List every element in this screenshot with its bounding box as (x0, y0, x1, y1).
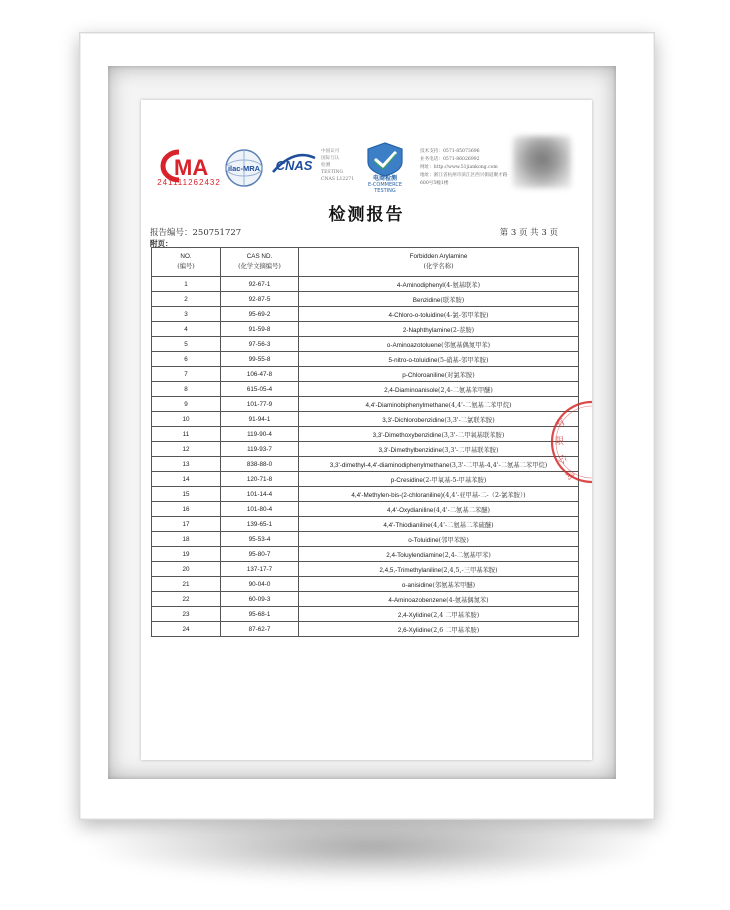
cma-logo-text: MA (174, 155, 209, 180)
cnas-text: CNAS (275, 158, 313, 173)
chemical-name (299, 487, 579, 502)
table-row (152, 517, 579, 532)
cas-number: 139-65-1 (221, 517, 299, 532)
chemical-name-en: 2,4,5,-Trimethylaniline (379, 566, 442, 574)
chemical-name-cn: (2-萘胺) (450, 326, 475, 334)
row-number: 12 (152, 442, 221, 457)
chemical-name-en: 3,3'-Dimethylbenzidine (378, 446, 442, 454)
chemical-name-en: 4,4'-Diaminobiphenylmethane (365, 401, 449, 409)
contact-info (420, 148, 510, 188)
table-row (152, 322, 579, 337)
cas-number: 95-68-1 (221, 607, 299, 622)
chemical-name (299, 457, 579, 472)
chemical-name (299, 322, 579, 337)
contact-line: 网址：http://www.51jiankong.com (420, 165, 498, 170)
row-number: 19 (152, 547, 221, 562)
chemical-name-cn: (5-硝基-邻甲苯胺) (437, 356, 489, 364)
chemical-name (299, 532, 579, 547)
report-number: 报告编号：250751727 (150, 228, 242, 238)
chemical-name-cn: (4,4'-二氨基二苯甲烷) (448, 401, 512, 409)
chemical-name-en: 4,4'-Methylen-bis-(2-chloraniline) (351, 491, 443, 499)
table-row (152, 457, 579, 472)
chemical-name-en: 3,3'-dimethyl-4,4'-diaminodiphenylmethane (329, 461, 450, 469)
chemical-name-en: 2,6-Xylidine (397, 626, 431, 634)
chemical-name-en: 4-Chloro-o-toluidine (388, 311, 444, 319)
row-number: 24 (152, 622, 221, 637)
cas-number: 99-55-8 (221, 352, 299, 367)
table-row (152, 352, 579, 367)
chemical-name-cn: (4,4'-二氨基二苯硫醚) (430, 521, 494, 529)
chemical-name (299, 442, 579, 457)
header-no-cn: (编号) (177, 263, 195, 270)
cas-number: 838-88-0 (221, 457, 299, 472)
svg-text:公: 公 (555, 453, 569, 467)
cas-number: 91-94-1 (221, 412, 299, 427)
chemical-name (299, 622, 579, 637)
row-number: 21 (152, 577, 221, 592)
table-row (152, 427, 579, 442)
header-name (299, 248, 579, 277)
table-row (152, 592, 579, 607)
table-row (152, 622, 579, 637)
svg-text:有: 有 (554, 417, 568, 431)
row-number: 7 (152, 367, 221, 382)
chemical-name (299, 592, 579, 607)
chemical-name (299, 412, 579, 427)
ecommerce-testing-label (357, 176, 413, 194)
lab-info-line: 中国认可 (321, 149, 340, 154)
page-indicator: 第 3 页 共 3 页 (499, 228, 558, 238)
attachment-label: 附页： (150, 239, 173, 248)
ec-badge-sub: E-COMMERCE TESTING (367, 182, 403, 194)
chemical-name (299, 337, 579, 352)
table-row (152, 607, 579, 622)
row-number: 20 (152, 562, 221, 577)
chemical-name (299, 292, 579, 307)
cas-number: 87-62-7 (221, 622, 299, 637)
chemical-name-en: o-Aminoazotoluene (386, 341, 442, 349)
table-row (152, 532, 579, 547)
table-row (152, 277, 579, 292)
chemical-name (299, 562, 579, 577)
chemical-name-cn: (4,4'-亚甲基-二-（2-氯苯胺）) (442, 491, 526, 499)
chemical-name-cn: (2,6 二甲基苯胺) (430, 626, 480, 634)
row-number: 17 (152, 517, 221, 532)
table-row (152, 562, 579, 577)
chemical-name-en: p-Cresidine (390, 476, 423, 484)
chemical-name-cn: (3,3'-二甲氧基联苯胺) (441, 431, 505, 439)
chemical-name-cn: (4,4'-二氨基二苯醚) (433, 506, 490, 514)
cas-number: 119-90-4 (221, 427, 299, 442)
chemical-name (299, 547, 579, 562)
ilac-mra-logo (224, 148, 264, 188)
table-row (152, 487, 579, 502)
chemical-name-cn: (对氯苯胺) (444, 371, 475, 379)
cas-number: 95-80-7 (221, 547, 299, 562)
header-name-en: Forbidden Arylamine (409, 253, 468, 260)
header-no (152, 248, 221, 277)
table-row (152, 502, 579, 517)
lab-info-line: TESTING (321, 170, 344, 175)
cas-number: 120-71-8 (221, 472, 299, 487)
row-number: 14 (152, 472, 221, 487)
table-row (152, 472, 579, 487)
table-row (152, 442, 579, 457)
row-number: 4 (152, 322, 221, 337)
chemical-name-cn: (2,4,5,-三甲基苯胺) (441, 566, 498, 574)
table-row (152, 307, 579, 322)
header-cas-en: CAS ND. (246, 253, 273, 260)
contact-line: 地址：浙江省杭州市滨江区西兴街道聚才路600号5幢1楼 (420, 173, 508, 186)
chemical-name-cn: (2,4-二氨基苯甲醚) (438, 386, 493, 394)
row-number: 11 (152, 427, 221, 442)
cma-number: 241111262432 (157, 178, 221, 187)
cnas-logo (269, 150, 319, 180)
chemical-name-en: 2,4-Xylidine (397, 611, 431, 619)
chemical-name-en: 4,4'-Oxydianiline (387, 506, 434, 514)
chemical-name-cn: (3,3'-二氯联苯胺) (444, 416, 495, 424)
header-name-cn: (化学名称) (423, 263, 454, 270)
company-seal-stamp (548, 398, 592, 486)
forbidden-arylamine-table (151, 247, 579, 637)
table-body (152, 277, 579, 637)
row-number: 2 (152, 292, 221, 307)
report-title: 检测报告 (328, 205, 405, 225)
chemical-name-en: 2,4-Diaminoanisole (384, 386, 439, 394)
chemical-name-en: 5-nitro-o-toluidine (388, 356, 438, 364)
cas-number: 92-87-5 (221, 292, 299, 307)
contact-line: 业务电话：0571-86026992 (420, 157, 480, 162)
chemical-name-en: 4,4'-Thiodianiline (383, 521, 431, 529)
chemical-name-cn: (4-氨基偶氮苯) (446, 596, 489, 604)
chemical-name (299, 277, 579, 292)
cas-number: 95-69-2 (221, 307, 299, 322)
table-row (152, 367, 579, 382)
header-cas-cn: (化学文摘编号) (238, 263, 281, 270)
table-row (152, 292, 579, 307)
chemical-name (299, 472, 579, 487)
chemical-name-en: 2-Naphthylamine (402, 326, 451, 334)
cas-number: 95-53-4 (221, 532, 299, 547)
chemical-name-en: 4-Aminodiphenyl (396, 281, 444, 289)
cas-number: 91-59-8 (221, 322, 299, 337)
chemical-name-en: Benzidine (412, 296, 441, 304)
cas-number: 106-47-8 (221, 367, 299, 382)
frame-shadow (92, 812, 652, 882)
lab-info-line: 检测 (321, 163, 331, 168)
row-number: 15 (152, 487, 221, 502)
cas-number: 90-04-0 (221, 577, 299, 592)
chemical-name (299, 397, 579, 412)
chemical-name-cn: (2-甲氧基-5-甲基苯胺) (422, 476, 487, 484)
chemical-name (299, 502, 579, 517)
chemical-name-en: 3,3'-Dimethoxybenzidine (372, 431, 442, 439)
table-row (152, 397, 579, 412)
chemical-name-en: o-Toluidine (408, 536, 439, 544)
chemical-name-cn: (4-氯-邻甲苯胺) (443, 311, 489, 319)
table-row (152, 337, 579, 352)
chemical-name-cn: (2,4 二甲基苯胺) (430, 611, 480, 619)
chemical-name (299, 577, 579, 592)
chemical-name (299, 352, 579, 367)
chemical-name-en: 3,3'-Dichlorobenzidine (382, 416, 445, 424)
chemical-name-cn: (邻氨基偶氮甲苯) (441, 341, 491, 349)
table-row (152, 577, 579, 592)
table-row (152, 547, 579, 562)
chemical-name (299, 367, 579, 382)
svg-text:司: 司 (561, 469, 576, 483)
cas-number: 615-05-4 (221, 382, 299, 397)
chemical-name-cn: (2,4-二氨基甲苯) (442, 551, 491, 559)
svg-text:限: 限 (555, 437, 565, 447)
table-row (152, 382, 579, 397)
ilac-mra-text: ilac-MRA (227, 164, 261, 173)
chemical-name-cn: (联苯胺) (440, 296, 465, 304)
row-number: 5 (152, 337, 221, 352)
chemical-name-en: 2,4-Toluylendiamine (386, 551, 443, 559)
table-row (152, 412, 579, 427)
chemical-name (299, 427, 579, 442)
contact-line: 技术支持：0571-85073696 (420, 149, 480, 154)
ec-badge-label: 电商检测 (372, 175, 397, 182)
row-number: 23 (152, 607, 221, 622)
chemical-name (299, 307, 579, 322)
row-number: 1 (152, 277, 221, 292)
row-number: 13 (152, 457, 221, 472)
chemical-name-en: o-anisidine (401, 581, 433, 589)
row-number: 22 (152, 592, 221, 607)
lab-info-line: CNAS L12271 (321, 177, 355, 182)
chemical-name (299, 382, 579, 397)
row-number: 9 (152, 397, 221, 412)
cas-number: 101-77-9 (221, 397, 299, 412)
chemical-name-cn: (邻甲苯胺) (438, 536, 469, 544)
row-number: 6 (152, 352, 221, 367)
chemical-name (299, 517, 579, 532)
chemical-name-cn: (3,3'-二甲基-4,4'-二氨基二苯甲烷) (449, 461, 548, 469)
chemical-name-cn: (4-氨基联苯) (443, 281, 481, 289)
cas-number: 137-17-7 (221, 562, 299, 577)
cas-number: 101-80-4 (221, 502, 299, 517)
row-number: 8 (152, 382, 221, 397)
chemical-name-cn: (3,3'-二甲基联苯胺) (441, 446, 499, 454)
header-no-en: NO. (180, 253, 192, 260)
lab-info-line: 国际互认 (321, 156, 340, 161)
table-header-row (152, 248, 579, 277)
row-number: 16 (152, 502, 221, 517)
cas-number: 60-09-3 (221, 592, 299, 607)
chemical-name (299, 607, 579, 622)
chemical-name-cn: (邻氨基苯甲醚) (432, 581, 476, 589)
chemical-name-en: 4-Aminoazobenzene (388, 596, 447, 604)
row-number: 10 (152, 412, 221, 427)
blurred-qr-code (513, 136, 571, 188)
cas-number: 97-56-3 (221, 337, 299, 352)
row-number: 18 (152, 532, 221, 547)
header-cas (221, 248, 299, 277)
cas-number: 101-14-4 (221, 487, 299, 502)
chemical-name-en: p-Chloroaniline (402, 371, 445, 379)
row-number: 3 (152, 307, 221, 322)
cas-number: 92-67-1 (221, 277, 299, 292)
cas-number: 119-93-7 (221, 442, 299, 457)
